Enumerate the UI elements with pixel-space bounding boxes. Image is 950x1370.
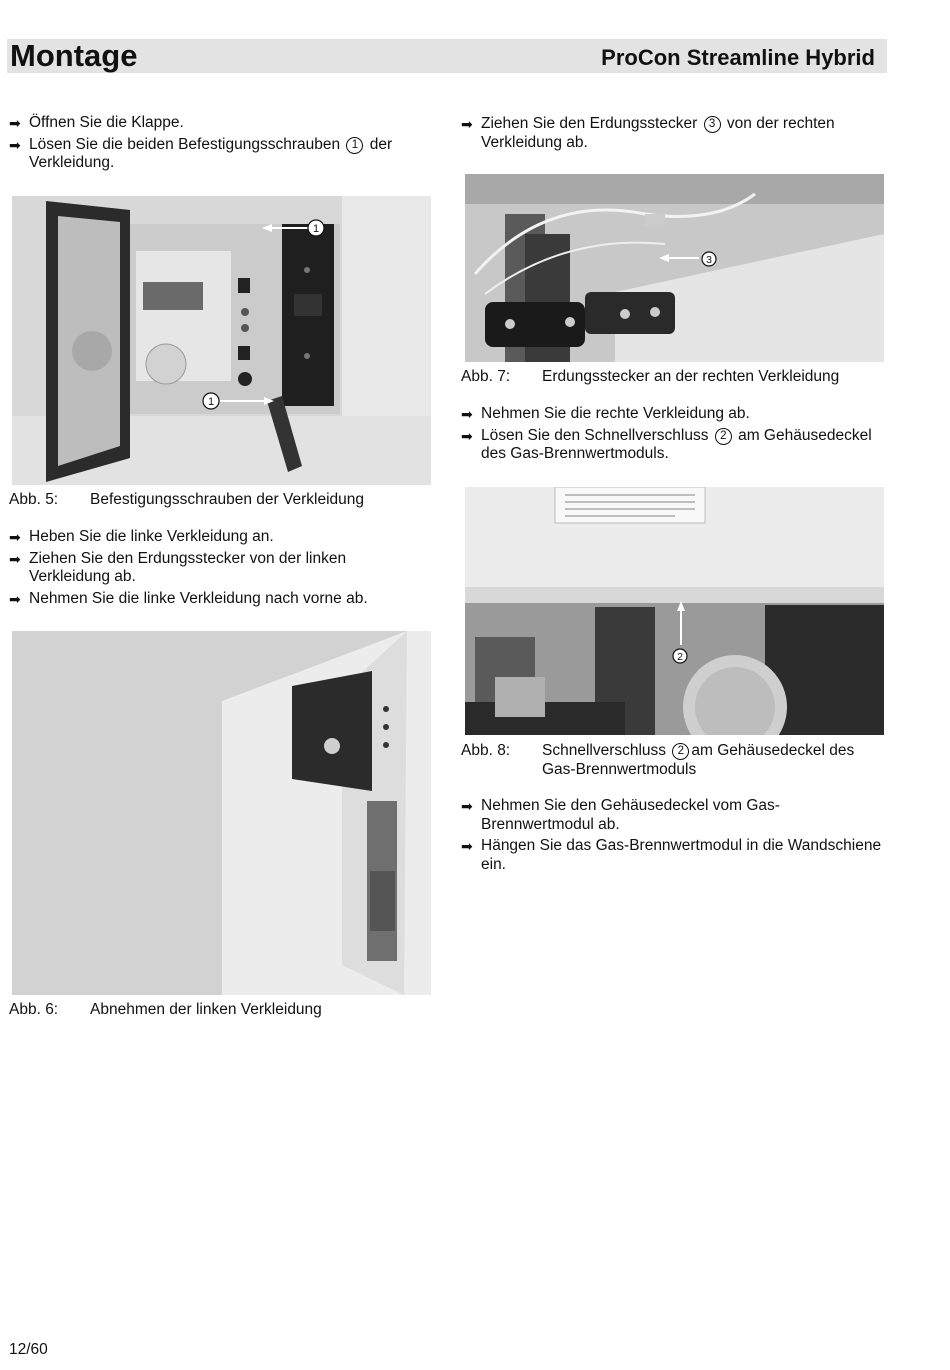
arrow-right-icon: ➡ xyxy=(9,590,21,607)
step-text: Ziehen Sie den Erdungsstecker xyxy=(481,115,698,132)
step-item xyxy=(461,405,886,424)
arrow-right-icon: ➡ xyxy=(9,115,21,131)
step-text: von der rechten Verkleidung ab. xyxy=(481,115,835,151)
callout-number: 2 xyxy=(672,743,689,760)
left-steps-b xyxy=(9,528,429,611)
figure-8-photo xyxy=(465,487,884,735)
step-text: Hängen Sie das Gas-Brennwertmodul in die Wandschiene ein. xyxy=(481,837,882,873)
right-steps-b xyxy=(461,405,886,467)
arrow-right-icon: ➡ xyxy=(461,116,473,132)
step-text: Lösen Sie den Schnellverschluss xyxy=(481,426,709,444)
figure-8-caption xyxy=(461,741,891,781)
callout-number: 2 xyxy=(715,428,732,445)
figure-label: Abb. 6: xyxy=(9,1001,59,1018)
step-item xyxy=(9,114,429,133)
step-text: am Gehäusedeckel des Gas-Brennwertmoduls. xyxy=(481,426,872,462)
section-title: Montage xyxy=(10,38,138,73)
step-item xyxy=(461,115,886,152)
arrow-right-icon: ➡ xyxy=(9,136,21,153)
caption-text-part: Schnellverschluss xyxy=(542,742,667,759)
step-item xyxy=(461,837,886,874)
figure-caption-text: Abnehmen der linken Verkleidung xyxy=(90,1001,322,1018)
right-steps-c xyxy=(461,797,886,877)
figure-5-callout-1b: 1 xyxy=(207,396,215,408)
figure-7-photo xyxy=(465,174,884,362)
left-steps-a xyxy=(9,114,429,176)
arrow-right-icon: ➡ xyxy=(461,427,473,444)
step-text: Nehmen Sie die rechte Verkleidung ab. xyxy=(481,405,750,422)
arrow-right-icon: ➡ xyxy=(9,529,21,545)
step-text: Nehmen Sie die linke Verkleidung nach vorne ab. xyxy=(29,589,368,607)
figure-5-callout-1a: 1 xyxy=(312,223,320,235)
step-item xyxy=(9,590,429,609)
callout-number: 1 xyxy=(346,137,363,154)
arrow-right-icon: ➡ xyxy=(9,550,21,567)
step-item xyxy=(461,427,886,464)
step-item xyxy=(9,528,429,547)
figure-caption-text xyxy=(542,741,892,779)
step-text: Heben Sie die linke Verkleidung an. xyxy=(29,528,274,545)
right-steps-a xyxy=(461,115,886,155)
step-item xyxy=(9,136,429,173)
callout-number: 3 xyxy=(704,116,721,133)
arrow-right-icon: ➡ xyxy=(461,798,473,814)
step-text: Öffnen Sie die Klappe. xyxy=(29,114,184,131)
arrow-right-icon: ➡ xyxy=(461,838,473,854)
caption-text-part: am Gehäusedeckel des Gas-Brennwertmoduls xyxy=(542,742,855,778)
figure-label: Abb. 7: xyxy=(461,368,511,385)
step-text: Nehmen Sie den Gehäusedeckel vom Gas-Brennwertmodul ab. xyxy=(481,797,780,833)
page-number: 12/60 xyxy=(9,1341,48,1358)
figure-8-callout-2: 2 xyxy=(677,651,683,663)
figure-label: Abb. 5: xyxy=(9,491,59,508)
step-text: Lösen Sie die beiden Befestigungsschrauben xyxy=(29,135,341,153)
figure-5-caption xyxy=(9,490,439,510)
step-item xyxy=(461,797,886,834)
figure-label: Abb. 8: xyxy=(461,742,511,759)
figure-6-caption xyxy=(9,1000,439,1020)
page-header xyxy=(7,39,887,73)
step-text: Ziehen Sie den Erdungsstecker von der linken Verkleidung ab. xyxy=(29,549,347,585)
figure-7-caption xyxy=(461,367,891,387)
figure-caption-text: Befestigungsschrauben der Verkleidung xyxy=(90,491,365,508)
arrow-right-icon: ➡ xyxy=(461,406,473,422)
step-item xyxy=(9,550,429,587)
figure-6-photo xyxy=(12,631,431,995)
step-text: der Verkleidung. xyxy=(29,135,393,171)
figure-caption-text: Erdungsstecker an der rechten Verkleidung xyxy=(542,368,840,385)
figure-7-callout-3: 3 xyxy=(706,254,712,266)
figure-5-photo xyxy=(12,196,431,485)
product-title: ProCon Streamline Hybrid xyxy=(601,45,875,70)
